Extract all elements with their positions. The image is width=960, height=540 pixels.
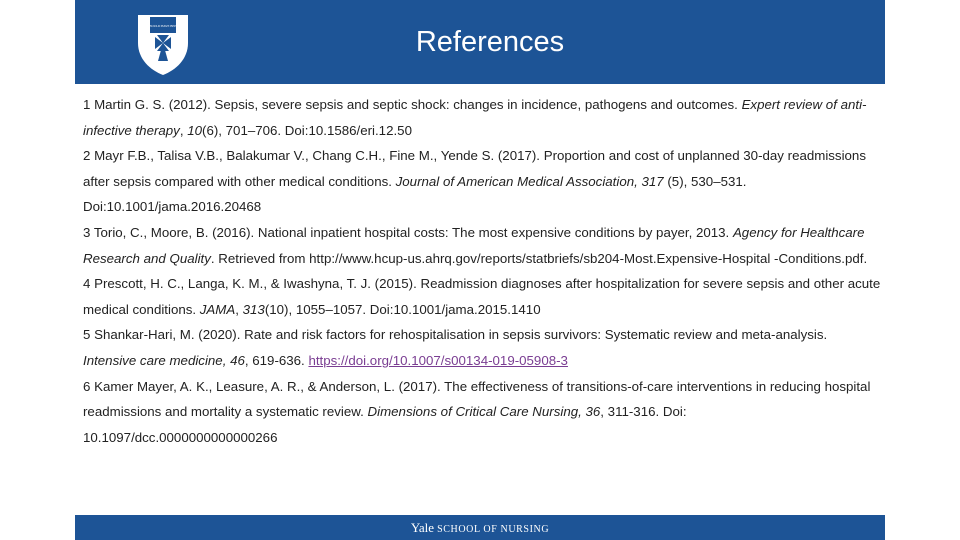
reference-item: 3 Torio, C., Moore, B. (2016). National inpatient hospital costs: The most expensive conditions by payer, 2013. Agency for Healthcare Research and Quality. Retrieved from http://www.hcup-us.ahrq.gov/reports/statbriefs/sb204-Most.Expensive-Hospital -Conditions.pdf.: [83, 224, 868, 266]
reference-item: 5 Shankar-Hari, M. (2020). Rate and risk factors for rehospitalisation in sepsis survivors: Systematic review and meta-analysis. Intensive care medicine, 46, 619-636. https://doi.org/10.1007/s00134-019-05908-3: [83, 327, 828, 368]
header-band: [75, 0, 885, 84]
references-list: [83, 92, 883, 450]
reference-item: 2 Mayr F.B., Talisa V.B., Balakumar V., Chang C.H., Fine M., Yende S. (2017). Proportion and cost of unplanned 30-day readmissions after sepsis compared with other medical conditions. Journal of American Medical Association, 317 (5), 530–531. Doi:10.1001/jama.2016.20468: [83, 148, 866, 215]
footer-school: SCHOOL OF NURSING: [437, 524, 550, 535]
footer-band: [75, 515, 885, 540]
page-title: References: [415, 26, 565, 58]
reference-item: 4 Prescott, H. C., Langa, K. M., & Iwashyna, T. J. (2015). Readmission diagnoses after hospitalization for severe sepsis and other acute medical conditions. JAMA, 313(10), 1055–1057. Doi:10.1001/jama.2015.1410: [83, 276, 881, 317]
reference-item: 1 Martin G. S. (2012). Sepsis, severe sepsis and septic shock: changes in incidence, pathogens and outcomes. Expert review of anti-infective therapy, 10(6), 701–706. Doi:10.1586/eri.12.50: [83, 97, 867, 138]
footer-wordmark: [75, 520, 885, 536]
logo-emblem-text: SHOULD HAVE BEEN: [147, 24, 179, 28]
footer-yale: Yale: [410, 520, 435, 535]
doi-link[interactable]: https://doi.org/10.1007/s00134-019-05908-3: [308, 352, 568, 368]
reference-item: 6 Kamer Mayer, A. K., Leasure, A. R., & Anderson, L. (2017). The effectiveness of transitions-of-care interventions in reducing hospital readmissions and mortality a systematic review. Dimensions of Critical Care Nursing, 36, 311-316. Doi: 10.1097/dcc.0000000000000266: [83, 378, 871, 445]
